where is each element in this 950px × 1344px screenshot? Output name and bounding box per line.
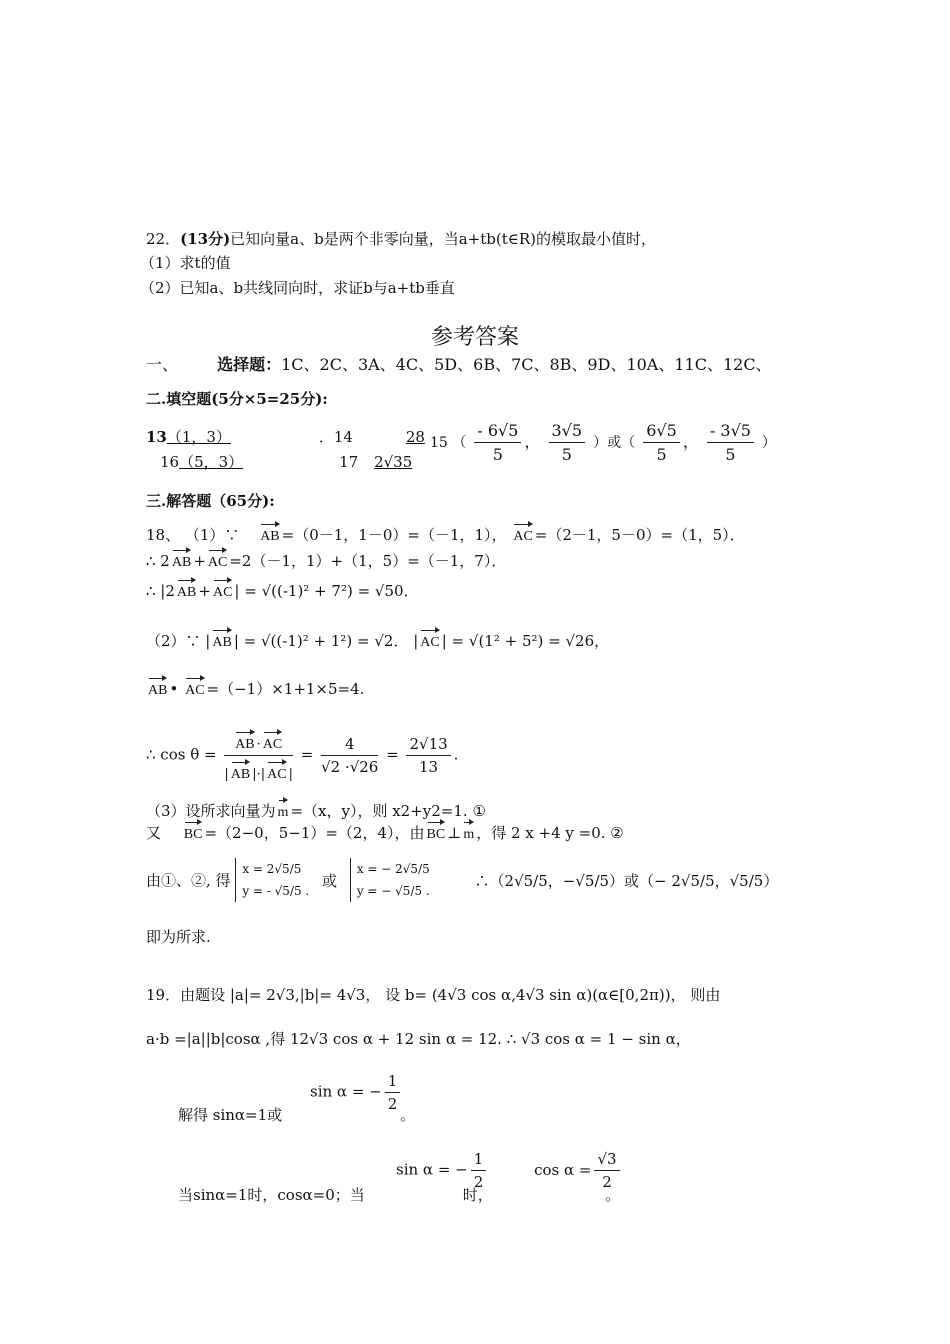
section1-label: 选择题：: [217, 355, 282, 374]
answer-17-label: 17: [339, 453, 359, 471]
answer-15-frac1: $\frac{- 6√5}{5}$: [474, 421, 521, 464]
answer-13-label: 13: [146, 428, 167, 446]
answer-16-value: （5，3）: [179, 453, 244, 471]
sol19-line2: a·b =|a||b|cosα ,得 12√3 cos α + 12 sin α = 12. ∴ √3 cos α = 1 − sin α，: [146, 1030, 691, 1048]
vector-ac: AC: [513, 520, 532, 545]
answer-14-value: 28: [405, 428, 425, 446]
vector-ab: AB: [172, 546, 191, 571]
cos-frac3: $\frac{2√13}{13}$: [406, 735, 450, 776]
system-1: x = 2√5/5 y = - √5/5 .: [235, 858, 309, 902]
answer-17-value: 2√35: [374, 453, 413, 471]
cos-frac2: $\frac{4}{√2 \cdot√26}$: [321, 735, 379, 776]
sol18-line5: AB • AC =（−1）×1+1×5=4.: [146, 674, 364, 699]
vector-ab: AB: [212, 626, 231, 651]
answer-16-label: 16: [160, 453, 180, 471]
vector-ac: AC: [185, 674, 204, 699]
answer-13-value: （1，3）: [166, 428, 231, 446]
answer-15-end: ）: [762, 435, 777, 451]
q22-line1: [146, 228, 656, 249]
sol18-line6: ∴ cos θ = $\frac{AB \cdot AC}{| AB |\cdot| AC |}$ = $\frac{4}{√2 \cdot√26}$ = $\frac{2√13}{13}$ .: [146, 728, 458, 783]
vector-ab: AB: [148, 674, 167, 699]
section1-choice: [146, 352, 772, 375]
sol18-conclusion: 即为所求.: [146, 928, 211, 946]
vector-bc: BC: [427, 818, 446, 843]
q22-stem: 已知向量a、b是两个非零向量，当a+tb(t∈R)的模取最小值时，: [230, 230, 656, 248]
vector-ab: AB: [177, 576, 196, 601]
section1-answers: 1C、2C、3A、4C、5D、6B、7C、8B、9D、10A、11C、12C、: [281, 355, 772, 374]
sol19-eqs: sin α = − $\frac{1}{2}$ cos α = $\frac{√3}{2}$: [396, 1150, 623, 1191]
answer-15-frac4: $\frac{- 3√5}{5}$: [707, 421, 754, 464]
vector-m: m: [278, 796, 289, 821]
answer-15: 15 （ $\frac{- 6√5}{5}$ ， $\frac{3√5}{5}$ ）或（ $\frac{6√5}{5}$ ， $\frac{- 3√5}{5}$ ）: [430, 421, 777, 464]
answer-15-frac2: $\frac{3√5}{5}$: [549, 421, 586, 464]
answer-15-label: 15 （: [430, 435, 467, 451]
sol18-line9: 由①、②, 得 x = 2√5/5 y = - √5/5 . 或 x = − 2√5/5 y = − √5/5 . ∴（2√5/5，−√5/5）或（− 2√5/5，√5/5）: [146, 858, 778, 902]
section3-heading: 三.解答题（65分):: [146, 492, 275, 510]
sol18-line8: 又 BC =（2−0，5−1）=（2，4），由 BC ⊥ m ，得 2 x +4 y =0. ②: [146, 818, 624, 843]
section1-number: 一、: [146, 355, 179, 374]
sol19-line4: 当sinα=1时，cosα=0；当 时， 。: [178, 1186, 621, 1204]
answer-key-title: 参考答案: [430, 325, 519, 350]
sol19-line1: 19．由题设 |a|= 2√3,|b|= 4√3， 设 b= (4√3 cos α,4√3 sin α)(α∈[0,2π))， 则由: [146, 986, 721, 1004]
cos-frac1: $\frac{AB \cdot AC}{| AB |\cdot| AC |}$: [224, 728, 293, 783]
vector-m: m: [463, 818, 474, 843]
sol18-line7: （3）设所求向量为 m =（x，y），则 x2+y2=1. ①: [146, 796, 486, 821]
sol18-line2: ∴ 2 AB + AC =2（－1，1）+（1，5）=（－1，7）．: [146, 546, 506, 571]
sol19-line3: 解得 sinα=1或 。: [178, 1106, 416, 1124]
vector-ac: AC: [208, 546, 227, 571]
vector-ab: AB: [260, 520, 279, 545]
sol18-line4: （2）∵ | AB | = √((-1)² + 1²) = √2． | AC | = √(1² + 5²) = √26，: [146, 626, 609, 651]
sol19-sin-eq: sin α = − $\frac{1}{2}$: [310, 1072, 403, 1113]
system-2: x = − 2√5/5 y = − √5/5 .: [350, 858, 430, 902]
answer-15-or: ）或（: [593, 435, 636, 451]
vector-bc: BC: [184, 818, 203, 843]
fill-16-17: [160, 451, 428, 472]
vector-ac: AC: [213, 576, 232, 601]
fill-13-14: [146, 426, 425, 447]
answer-15-frac3: $\frac{6√5}{5}$: [643, 421, 680, 464]
q22-number: 22．: [146, 230, 181, 248]
q22-line2: （1）求t的值: [140, 254, 231, 272]
q22-score: (13分): [180, 230, 231, 248]
section2-heading: 二.填空题(5分×5=25分):: [146, 390, 328, 408]
answer-14-label: ．14: [318, 428, 353, 446]
sol18-line3: ∴ |2 AB + AC | = √((-1)² + 7²) = √50．: [146, 576, 419, 601]
sol18-line1: 18、 （1）∵ AB =（0－1，1－0）=（－1，1）， AC =（2－1，5－0）=（1，5）．: [146, 520, 745, 545]
q22-line3: （2）已知a、b共线同向时，求证b与a+tb垂直: [140, 279, 455, 297]
vector-ac: AC: [420, 626, 439, 651]
